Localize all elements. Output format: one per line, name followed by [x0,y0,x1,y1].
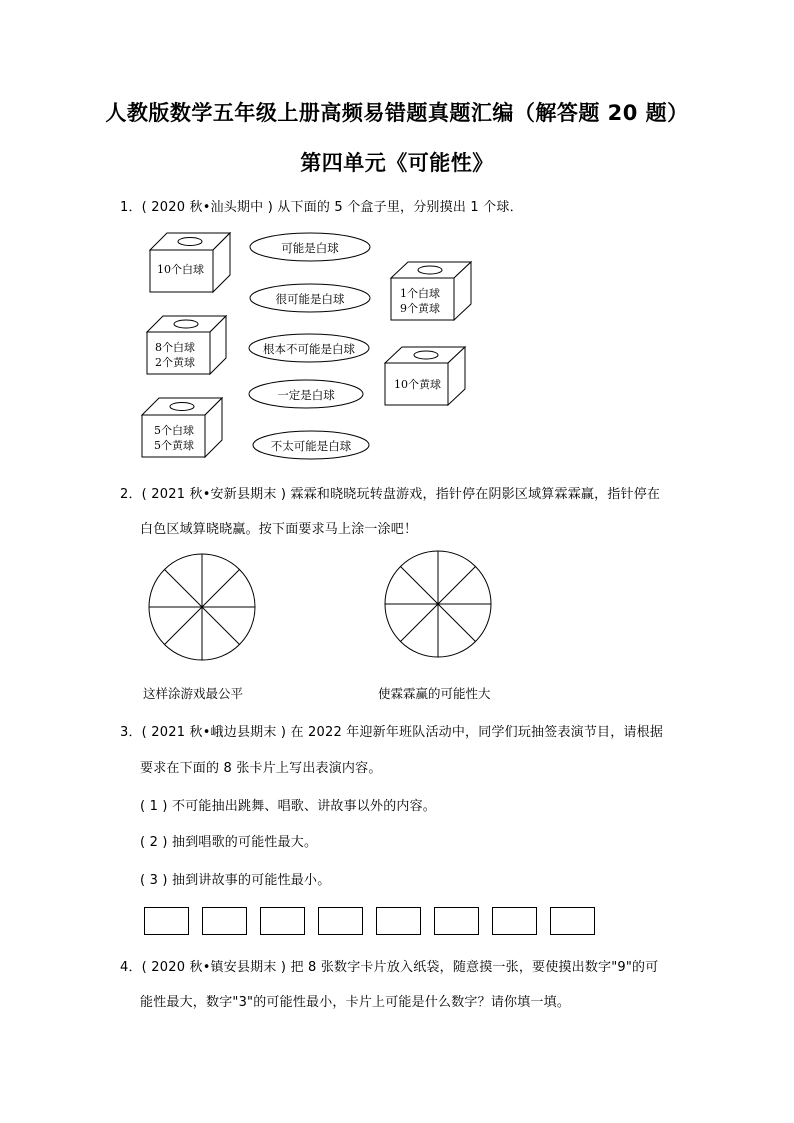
spinner-right [385,551,491,657]
oval-3-label: 根本不可能是白球 [263,342,355,356]
spinner-right-caption: 使霖霖赢的可能性大 [378,686,491,701]
q2-text-line2: 白色区域算晓晓赢。按下面要求马上涂一涂吧！ [140,522,418,537]
q3-item-2: ( 2 ) 抽到唱歌的可能性最大。 [140,835,318,850]
q4-text-line2: 能性最大，数字"3"的可能性最小，卡片上可能是什么数字？请你填一填。 [140,995,571,1010]
page-title: 人教版数学五年级上册高频易错题真题汇编（解答题 20 题） [105,101,689,125]
oval-2-label: 很可能是白球 [275,292,345,306]
oval-4-label: 一定是白球 [277,388,335,402]
q4-text-line1: 4．( 2020 秋•镇安县期末 ) 把 8 张数字卡片放入纸袋，随意摸一张，要使摸出数字"9"的可 [120,960,659,975]
box-4-label: 1个白球 9个黄球 [400,287,440,315]
box-3-label: 5个白球 5个黄球 [154,424,194,452]
spinner-left [149,554,255,660]
q1-text: 1．( 2020 秋•汕头期中 ) 从下面的 5 个盒子里，分别摸出 1 个球． [120,200,523,215]
q3-text-line1: 3．( 2021 秋•峨边县期末 ) 在 2022 年迎新年班队活动中，同学们玩抽签表演节目，请根据 [120,725,664,740]
oval-5-label: 不太可能是白球 [270,439,352,453]
q3-text-line2: 要求在下面的 8 张卡片上写出表演内容。 [140,761,382,776]
q3-item-3: ( 3 ) 抽到讲故事的可能性最小。 [140,873,331,888]
oval-1-label: 可能是白球 [281,241,339,255]
ball-box-5 [385,347,465,405]
box-2-label: 8个白球 2个黄球 [155,341,195,369]
q2-text-line1: 2．( 2021 秋•安新县期末 ) 霖霖和晓晓玩转盘游戏，指针停在阴影区域算霖霖赢，指针停在 [120,487,661,502]
spinner-left-caption: 这样涂游戏最公平 [143,686,244,701]
show-card-1[interactable] [144,907,189,935]
box-1-label: 10个白球 [157,263,204,276]
show-card-3[interactable] [260,907,305,935]
unit-title: 第四单元《可能性》 [300,151,494,175]
box-5-label: 10个黄球 [394,378,441,391]
show-card-5[interactable] [376,907,421,935]
show-card-7[interactable] [492,907,537,935]
show-card-8[interactable] [550,907,595,935]
show-card-6[interactable] [434,907,479,935]
show-card-4[interactable] [318,907,363,935]
show-card-2[interactable] [202,907,247,935]
q3-item-1: ( 1 ) 不可能抽出跳舞、唱歌、讲故事以外的内容。 [140,799,437,814]
